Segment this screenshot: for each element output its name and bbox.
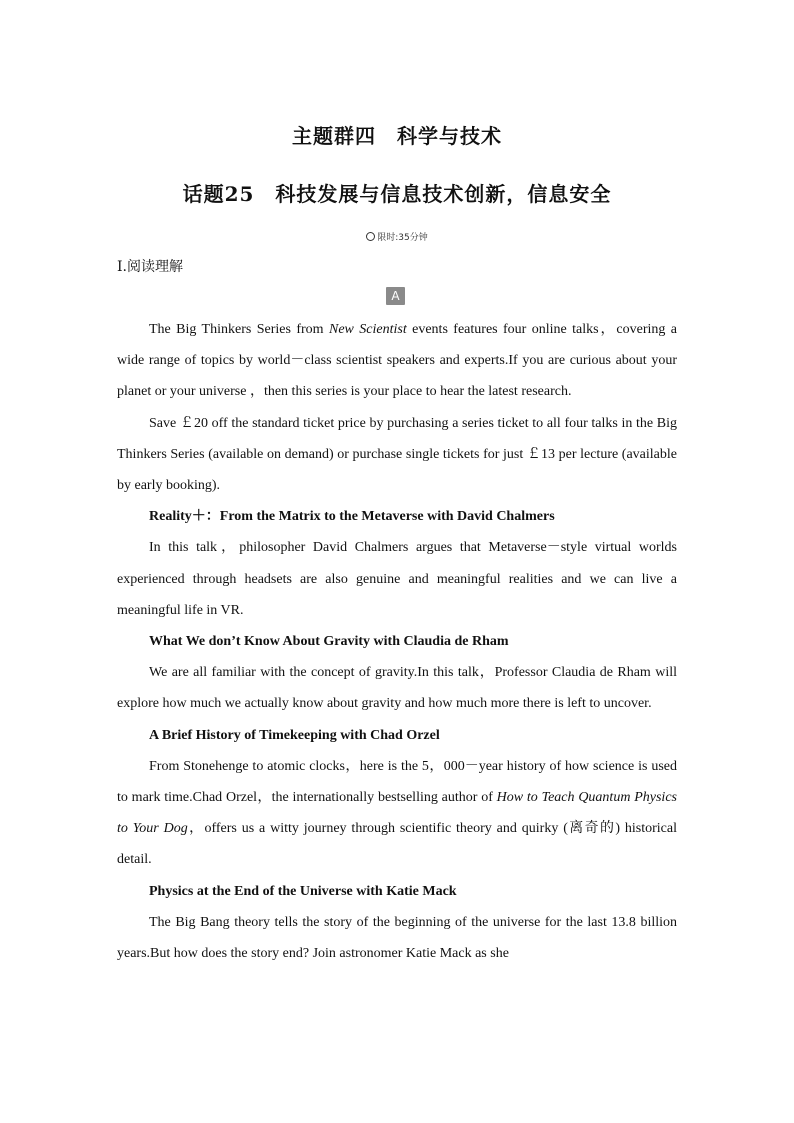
talk2-title: What We don’t Know About Gravity with Claudia de Rham: [149, 634, 509, 650]
talk3-body: [117, 751, 677, 876]
topic-title: 话题25 科技发展与信息技术创新，信息安全: [182, 182, 612, 206]
clock-icon: [366, 232, 375, 241]
paragraph-pricing: Save ￡20 off the standard ticket price by purchasing a series ticket to all four talks in the Big Thinkers Series (available on demand) or purchase single tickets for just ￡13 per lecture (available by early booking).: [117, 415, 677, 494]
talk1-body: In this talk，philosopher David Chalmers argues that Metaverse－style virtual worlds experienced through headsets are also genuine and meaningful realities and we can live a meaningful life in VR.: [117, 540, 677, 618]
talk4-body: The Big Bang theory tells the story of the beginning of the universe for the last 13.8 billion years.But how does the story end? Join astronomer Katie Mack as she: [117, 914, 677, 962]
book-title: How to Teach Quantum Physics to Your Dog: [117, 790, 677, 837]
talk3-title: A Brief History of Timekeeping with Chad Orzel: [149, 727, 440, 743]
time-limit-text: 限时:35分钟: [377, 233, 428, 243]
talk4-title: Physics at the End of the Universe with Katie Mack: [149, 883, 457, 899]
passage-tag: A: [386, 287, 405, 305]
paragraph-intro: [117, 314, 677, 408]
passage-body: [117, 314, 677, 969]
intro-text-a: The Big Thinkers Series from: [149, 322, 329, 337]
group-title: 主题群四 科学与技术: [292, 124, 502, 148]
publication-name: New Scientist: [328, 322, 407, 337]
section-label: Ⅰ.阅读理解: [117, 259, 183, 275]
time-limit: [0, 230, 794, 243]
intro-text-b: events features four online talks，covering a wide range of topics by world－class scientist speakers and experts.If you are curious about your planet or your universe ，then this series is your place to hear the latest research.: [117, 322, 677, 400]
talk3-text-a: From Stonehenge to atomic clocks，here is the 5，000－year history of how science is used to mark time.Chad Orzel，the internationally bestselling author of: [117, 758, 677, 806]
talk3-text-b: ，offers us a witty journey through scientific theory and quirky (离奇的) historical detail.: [117, 821, 677, 868]
talk1-title: Reality＋：From the Matrix to the Metaverse with David Chalmers: [149, 509, 555, 525]
talk2-body: We are all familiar with the concept of gravity.In this talk，Professor Claudia de Rham will explore how much we actually know about gravity and how much more there is left to uncover.: [117, 665, 677, 712]
